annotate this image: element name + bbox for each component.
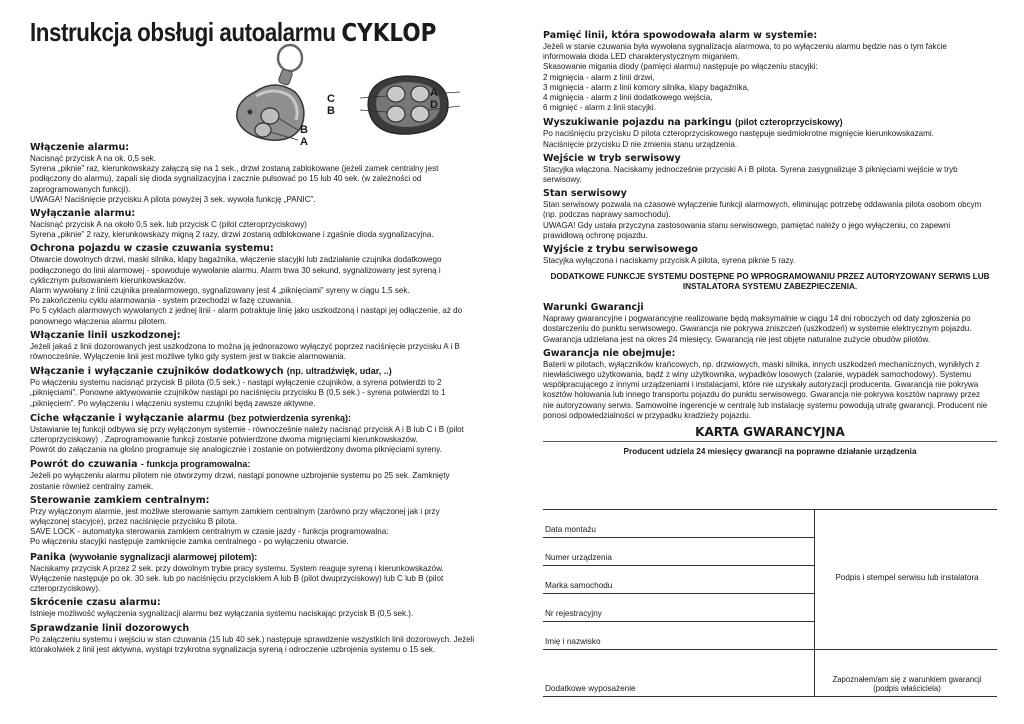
section-text: Po naciśnięciu przycisku D pilota czteroprzyciskowego następuje siedmiokrotne mignięcie kierunkowskazami.: [543, 129, 934, 139]
title-text: Instrukcja obsługi autoalarmu: [30, 17, 336, 47]
stamp-label: Podpis i stempel serwisu lub instalatora: [835, 573, 979, 583]
field-extra-equipment[interactable]: [543, 649, 815, 696]
section-service-state: [543, 188, 997, 241]
left-instructions: [30, 142, 482, 658]
section-text: 6 mignięć - alarm z linii stacyjki.: [543, 103, 656, 113]
remote-label-c: C: [327, 93, 335, 105]
section-text: Nacisnąć przycisk A na około 0,5 sek. lub przycisk C (pilot czteroprzyciskowy): [30, 220, 307, 230]
section-text: Naciskamy przycisk A przez 2 sek. przy dowolnym trybie pracy systemu. System reaguje syreną i kierunkowskazów. Wyłączenie następuje po ok. 30 sek. lub po naciśnięciu przyciskiem A lub B (pilot dwuprzyciskowy) lub C lub B (pilot czteroprzyciskowy).: [30, 563, 444, 594]
section-text: Po włączeniu systemu nacisnąć przycisk B pilota (0,5 sek.) - nastąpi wyłączenie czujników, a syrena potwierdzi to 2 „piknięciami”. Ponowne aktywowanie czujników nastąpi po naciśnięciu przycisku B (0,5 sek.) - syrena potwierdzi to 1 „piknięciem”. Po wyłączeniu i włączeniu systemu czujniki będą zawsze aktywne.: [30, 378, 446, 408]
section-text: Naciśnięcie przycisku D nie zmienia stanu urządzenia.: [543, 139, 738, 149]
field-label: Nr rejestracyjny: [545, 608, 602, 618]
section-text: Otwarcie dowolnych drzwi, maski silnika, klapy bagażnika, włączenie stacyjki lub zadziałanie czujnika dodatkowego podłączonego do linii alarmowej - spowoduje wywołanie alarmu. Alarm trwa 30 sekund, sygnalizowany jest syreną i cyklicznym pulsowaniem kierunkowskazów.: [30, 255, 442, 285]
right-instructions: [543, 30, 997, 456]
section-heading: Stan serwisowy: [543, 188, 627, 200]
warranty-card-table: [543, 509, 997, 697]
section-text: Po zakończeniu cyklu alarmowania - system przechodzi w fazę czuwania.: [30, 296, 294, 306]
section-heading: [30, 458, 482, 471]
field-registration[interactable]: [543, 593, 815, 621]
remote-label-d: D: [430, 99, 438, 111]
section-heading: [30, 551, 482, 564]
heading-sub: (wywołanie sygnalizacji alarmowej pilotem):: [69, 551, 258, 562]
remote-label-a: A: [300, 136, 308, 148]
remote-label-b: B: [300, 124, 308, 136]
section-service-exit: [543, 244, 997, 266]
section-text: Stacyjka włączona. Naciskamy jednocześnie przyciski A i B pilota. Syrena zasygnalizuje 3 piknięciami wejście w tryb serwisowy.: [543, 164, 958, 185]
section-text: Syrena „piknie” raz, kierunkowskazy załączą się na 1 sek., drzwi zostaną zablokowane (jeżeli zamek centralny jest podłączony do alarmu), zapali się dioda sygnalizacyjna i zacznie pulsować po 15 lub 40 sek. (w zależności od zaprogramowanych funkcji).: [30, 164, 439, 194]
section-heading: [543, 116, 997, 129]
section-heading: Pamięć linii, która spowodowała alarm w systemie:: [543, 30, 818, 41]
section-warranty-terms: [543, 302, 997, 345]
section-heading: [30, 365, 482, 378]
brand-name: CYKLOP: [341, 18, 437, 47]
section-text: 4 mignięcia - alarm z linii dodatkowego wejścia,: [543, 93, 713, 103]
section-line-check: [30, 623, 482, 655]
section-text: Alarm wywołany z linii czujnika prealarmowego, sygnalizowany jest 4 „piknięciami” syreny w ciągu 1,5 sek.: [30, 286, 410, 296]
heading-sub: (pilot czteroprzyciskowy): [735, 117, 843, 128]
field-car-make[interactable]: [543, 565, 815, 593]
section-heading: Warunki Gwarancji: [543, 302, 644, 314]
remote-label-a4: A: [430, 87, 438, 99]
section-extra-sensors: [30, 365, 482, 409]
section-heading: Sprawdzanie linii dozorowych: [30, 622, 190, 634]
owner-ack-label: Zapoznałem/am się z warunkiem gwarancji: [832, 675, 982, 684]
section-heading: Włączanie linii uszkodzonej:: [30, 329, 181, 341]
section-disarming: [30, 208, 482, 240]
heading-sub: (np. ultradźwięk, udar, ..): [286, 366, 392, 377]
heading-sub: (bez potwierdzenia syrenką):: [227, 412, 352, 423]
section-text: Jeżeli po wyłączeniu alarmu pilotem nie otworzymy drzwi, nastąpi ponowne uzbrojenie systemu po 25 sek. Zamknięty zostanie również centralny zamek.: [30, 471, 450, 491]
section-text: 3 mignięcia - alarm z linii komory silnika, klapy bagażnika,: [543, 82, 750, 92]
two-button-remote-illustration: [220, 40, 340, 145]
heading-text: Wyszukiwanie pojazdu na parkingu: [543, 117, 732, 129]
four-button-remote-illustration: [360, 70, 460, 140]
section-heading: Sterowanie zamkiem centralnym:: [30, 494, 210, 506]
section-heading: Wyjście z trybu serwisowego: [543, 244, 698, 256]
section-text: Powrót do załączania na głośno programuje się analogicznie i zostanie on potwierdzony dwoma piknięciami syreny.: [30, 445, 442, 455]
heading-text: Włączanie i wyłączanie czujników dodatkowych: [30, 366, 284, 378]
section-service-enter: [543, 153, 997, 185]
section-arming: [30, 142, 482, 205]
section-silent-mode: [30, 412, 482, 456]
section-protection: [30, 243, 482, 326]
field-name[interactable]: [543, 621, 815, 649]
section-text: UWAGA! Gdy ustała przyczyna zastosowania stanu serwisowego, pamiętać należy o jego wyłączeniu, co zapewni prawidłową ochronę pojazdu.: [543, 220, 951, 240]
section-alarm-memory: [543, 30, 997, 113]
owner-ack-box[interactable]: [815, 649, 998, 696]
section-text: Jeżeli w stanie czuwania była wywołana sygnalizacja alarmowa, to po wyłączeniu alarmu będzie nas o tym fakcie informowała dioda LED charakterystycznym miganiem.: [543, 42, 947, 62]
field-label: Marka samochodu: [545, 580, 613, 590]
section-heading: Skrócenie czasu alarmu:: [30, 597, 161, 609]
warranty-card-title: KARTA GWARANCYJNA: [543, 425, 997, 442]
section-text: Stan serwisowy pozwala na czasowe wyłączenie funkcji alarmowych, eliminując potrzebę oddawania pilota osobom obcym (np. podczas naprawy samochodu).: [543, 200, 982, 220]
section-rearm: [30, 458, 482, 491]
section-heading: [30, 412, 482, 425]
section-text: SAVE LOCK - automatyka sterowania zamkiem centralnym w czasie jazdy - funkcja programowalna:: [30, 527, 389, 537]
section-text: Po 5 cyklach alarmowych wywołanych z jednej linii - alarm potraktuje linię jako uszkodzoną i nastąpi jej odłączenie, aż do ponownego włączenia alarmu pilotem.: [30, 306, 463, 326]
field-label: Data montażu: [545, 524, 596, 534]
stamp-box[interactable]: [815, 510, 998, 650]
heading-sub: - funkcja programowalna:: [140, 459, 251, 470]
section-shorten-alarm: [30, 597, 482, 619]
section-heading: Ochrona pojazdu w czasie czuwania systemu:: [30, 243, 274, 255]
section-panic: [30, 551, 482, 595]
section-heading: Wejście w tryb serwisowy: [543, 152, 681, 164]
section-text: Istnieje możliwość wyłączenia sygnalizacji alarmu bez wyłączania systemu naciskając przycisk B (0,5 sek.).: [30, 609, 414, 619]
remote-label-b4: B: [327, 105, 335, 117]
heading-text: Ciche włączanie i wyłączanie alarmu: [30, 412, 225, 424]
section-text: Po włączeniu stacyjki następuje zamknięcie zamka centralnego - po wyłączeniu otwarcie.: [30, 537, 349, 547]
heading-text: Panika: [30, 551, 66, 563]
section-text: Jeżeli jakaś z linii dozorowanych jest uszkodzona to można ją jednorazowo wyłączyć poprzez naciśnięcie przycisku A i B równocześnie. Wyłączenie linii jest możliwe tylko gdy system jest w trakcie alarmowania.: [30, 341, 460, 362]
section-car-finder: [543, 116, 997, 149]
section-central-lock: [30, 495, 482, 548]
field-label: Numer urządzenia: [545, 552, 612, 562]
section-faulty-line: [30, 330, 482, 362]
section-text: Baterii w pilotach, wyłączników krańcowych, np. drzwiowych, maski silnika, innych uszkodzeń mechanicznych, wynikłych z niewłaściwego użytkowania, bądź z winy użytkownika, wypadków losowych (zalanie, wypadek samochodowy). Systemu współpracującego z innymi urządzeniami i instalacjami, które nie uzyskały autoryzacji producenta. Gwarancja nie pokrywa kosztów holowania lub innego transportu pojazdu do punktu serwisowego. Gwarancja nie pokrywa kosztów naprawy przez nie autoryzowany serwis. Samowolne ingerencje w centralę lub instalację systemu powodują utratę gwarancji. Producent nie ponosi odpowiedzialności w przypadku kradzieży pojazdu.: [543, 359, 988, 420]
section-warranty-excluded: [543, 348, 997, 421]
section-text: Nacisnąć przycisk A na ok. 0,5 sek.: [30, 154, 156, 163]
field-label: Imię i nazwisko: [545, 636, 601, 646]
section-heading: Wyłączanie alarmu:: [30, 208, 136, 220]
section-text: Naprawy gwarancyjne i pogwarancyjne realizowane będą maksymalnie w ciągu 14 dni roboczych od daty zgłoszenia po dostarczeniu do punktu serwisowego. Gwarancja nie pokrywa zniszczeń (uszkodzeń) w systemie elektrycznym pojazdu. Gwarancja udzielana jest na okres 24 miesięcy. Gwarancją nie jest objęte naturalne zużycie obudów pilotów.: [543, 314, 972, 344]
section-text: Syrena „piknie” 2 razy, kierunkowskazy migną 2 razy, drzwi zostaną odblokowane i zgaśnie dioda sygnalizacyjna.: [30, 230, 434, 240]
section-text: Przy wyłączonym alarmie, jest możliwe sterowanie samym zamkiem centralnym (zarówno przy włączonej jak i przy wyłączonej stacyjce), przez naciśnięcie przycisku B pilota.: [30, 506, 440, 527]
section-heading: Włączenie alarmu:: [30, 142, 130, 153]
heading-text: Powrót do czuwania: [30, 459, 138, 471]
extra-functions-notice: DODATKOWE FUNKCJE SYSTEMU DOSTĘPNE PO WPROGRAMOWANIU PRZEZ AUTORYZOWANY SERWIS LUB INSTALATORA SYSTEMU ZABEZPIECZENIA.: [550, 272, 990, 292]
field-label: Dodatkowe wyposażenie: [545, 684, 636, 693]
section-text: Skasowanie migania diody (pamięci alarmu) następuje po włączeniu stacyjki:: [543, 62, 818, 72]
section-text: Stacyjka wyłączona i naciskamy przycisk A pilota, syrena piknie 5 razy.: [543, 256, 796, 266]
owner-ack-sub: (podpis właściciela): [873, 684, 941, 693]
field-device-number[interactable]: [543, 537, 815, 565]
section-text: Po załączeniu systemu i wejściu w stan czuwania (15 lub 40 sek.) następuje sprawdzenie wszystkich linii dozorowych. Jeżeli którakolwiek z linii jest aktywna, wystąpi trzykrotna sygnalizacja syreną i odroczenie uzbrojenia systemu o 15 sek.: [30, 634, 475, 654]
field-install-date[interactable]: [543, 510, 815, 538]
warranty-card-subtitle: Producent udziela 24 miesięcy gwarancji na poprawne działanie urządzenia: [623, 447, 917, 457]
section-text: UWAGA! Naciśnięcie przycisku A pilota powyżej 3 sek. wywoła funkcję „PANIC”.: [30, 194, 316, 204]
section-heading: Gwarancja nie obejmuje:: [543, 347, 676, 359]
section-text: 2 mignięcia - alarm z linii drzwi,: [543, 72, 655, 82]
section-text: Ustawianie tej funkcji odbywa się przy wyłączonym systemie - równocześnie należy nacisnąć przycisk A i B lub C i B (pilot czteroprzyciskowy) . Zaprogramowanie funkcji zostanie potwierdzone dwoma mignięciami kierunkowskazów.: [30, 424, 464, 445]
